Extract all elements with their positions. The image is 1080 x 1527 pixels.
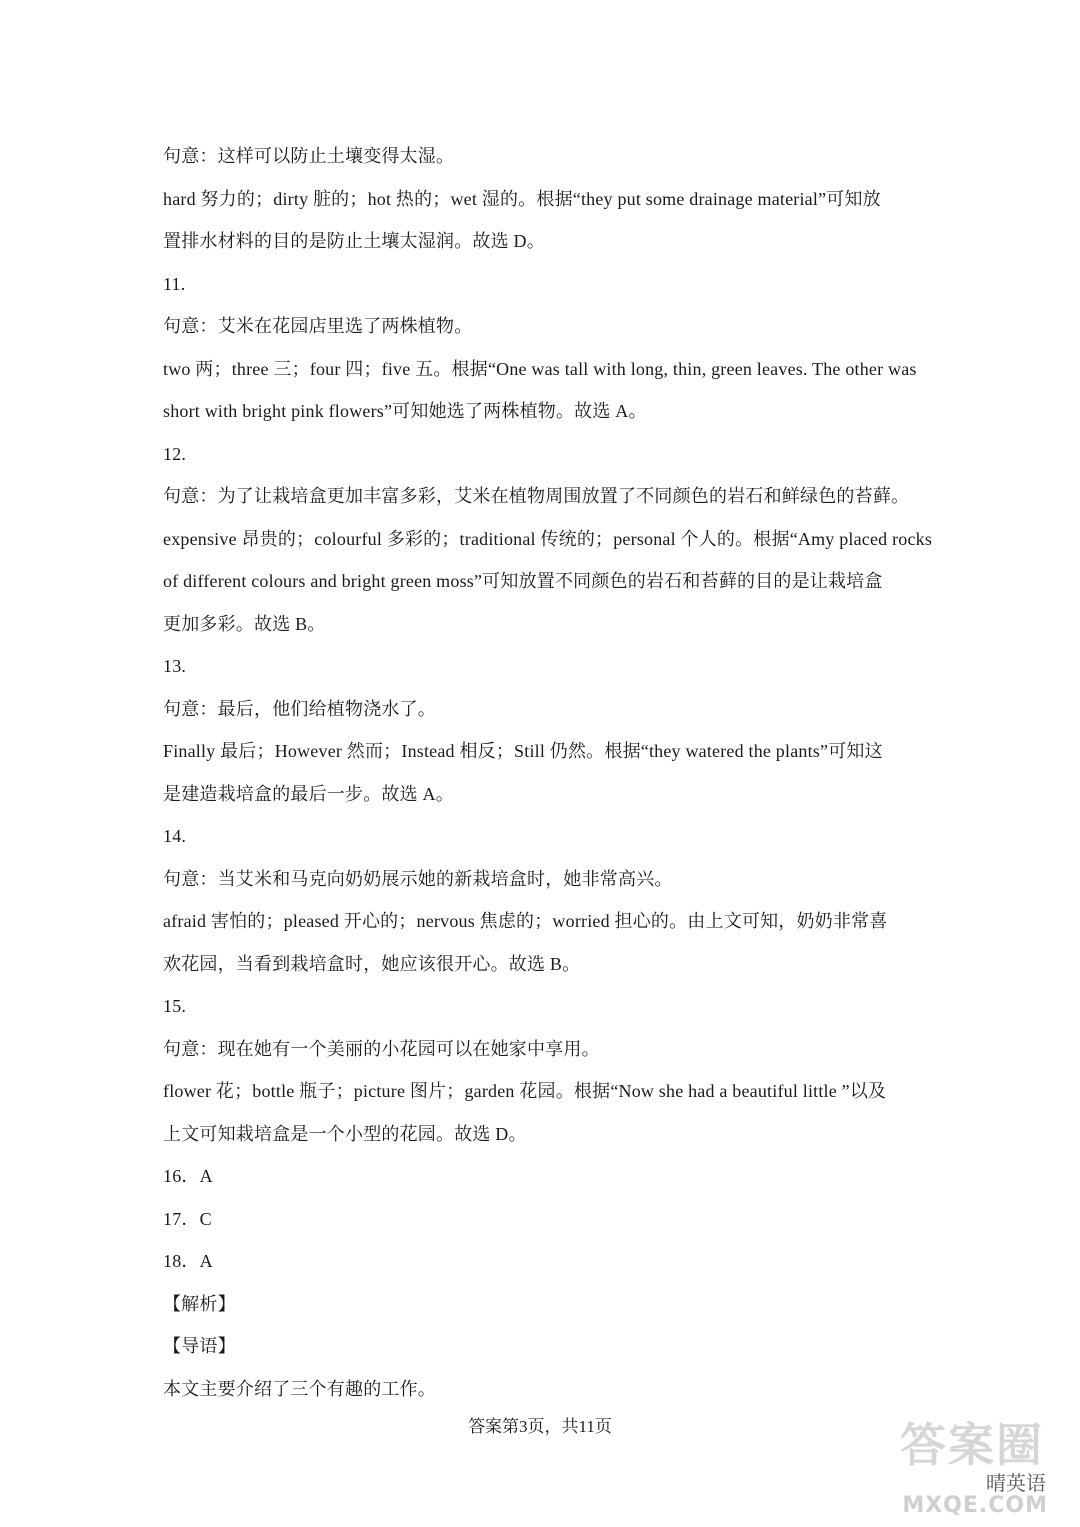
answer-line: 16．A <box>163 1166 213 1186</box>
text-line: 更加多彩。故选 B。 <box>163 613 326 634</box>
watermark-small-text: 晴英语 <box>986 1471 1046 1495</box>
text-line: 上文可知栽培盒是一个小型的花园。故选 D。 <box>163 1123 527 1144</box>
watermark-url: MXQE.COM <box>902 1493 1048 1518</box>
text-line: 句意：为了让栽培盒更加丰富多彩，艾米在植物周围放置了不同颜色的岩石和鲜绿色的苔藓。 <box>163 486 910 506</box>
text-line: 句意：现在她有一个美丽的小花园可以在她家中享用。 <box>163 1038 600 1059</box>
question-number: 13. <box>163 656 187 676</box>
section-heading: 【解析】 <box>163 1293 236 1314</box>
text-line: hard 努力的；dirty 脏的；hot 热的；wet 湿的。根据“they put some drainage material”可知放 <box>163 188 881 209</box>
text-line: 是建造栽培盒的最后一步。故选 A。 <box>163 783 454 804</box>
text-line: expensive 昂贵的；colourful 多彩的；traditional 传统的；personal 个人的。根据“Amy placed rocks <box>163 528 933 549</box>
watermark-big-text: 答案圈 <box>900 1418 1044 1472</box>
text-line: 本文主要介绍了三个有趣的工作。 <box>163 1378 436 1399</box>
answer-line: 17．C <box>163 1208 212 1229</box>
answer-line: 18．A <box>163 1251 213 1271</box>
text-line: Finally 最后；However 然而；Instead 相反；Still 仍然。根据“they watered the plants”可知这 <box>163 741 883 761</box>
question-number: 12. <box>163 443 187 464</box>
text-line: 欢花园，当看到栽培盒时，她应该很开心。故选 B。 <box>163 953 581 974</box>
text-line: 句意：这样可以防止土壤变得太湿。 <box>163 146 455 166</box>
text-line: two 两；three 三；four 四；five 五。根据“One was tall with long, thin, green leaves. The other was <box>163 358 917 379</box>
text-line: flower 花；bottle 瓶子；picture 图片；garden 花园。根据“Now she had a beautiful little ”以及 <box>163 1081 887 1101</box>
question-number: 11. <box>163 273 186 294</box>
text-line: of different colours and bright green moss”可知放置不同颜色的岩石和苔藓的目的是让栽培盒 <box>163 571 883 591</box>
text-line: short with bright pink flowers”可知她选了两株植物。故选 A。 <box>163 401 647 421</box>
section-heading: 【导语】 <box>163 1336 236 1356</box>
question-number: 15. <box>163 996 187 1016</box>
text-line: afraid 害怕的；pleased 开心的；nervous 焦虑的；worried 担心的。由上文可知，奶奶非常喜 <box>163 911 888 931</box>
text-line: 句意：当艾米和马克向奶奶展示她的新栽培盒时，她非常高兴。 <box>163 868 673 889</box>
text-line: 句意：艾米在花园店里选了两株植物。 <box>163 316 473 336</box>
answer-text-body <box>163 135 933 1410</box>
page-footer: 答案第3页，共11页 <box>468 1417 612 1436</box>
watermark-logo <box>892 1401 1052 1519</box>
question-number: 14. <box>163 826 187 846</box>
text-line: 置排水材料的目的是防止土壤太湿润。故选 D。 <box>163 231 545 251</box>
text-line: 句意：最后，他们给植物浇水了。 <box>163 698 436 719</box>
